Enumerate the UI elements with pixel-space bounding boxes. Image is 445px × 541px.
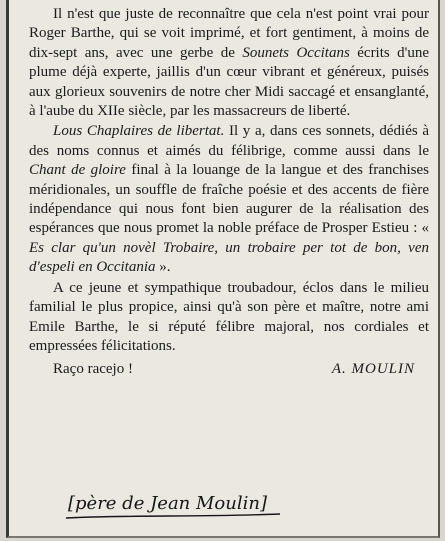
- handwritten-annotation: [64, 484, 282, 524]
- handwritten-underline: [66, 514, 280, 518]
- p2-text: Il y a, dans ces sonnets, dédiés à des noms connus et aimés du félibrige, comme aussi dans le: [29, 123, 429, 159]
- paragraph-2: [29, 122, 429, 277]
- paragraph-1: [29, 5, 429, 121]
- newspaper-clipping: [6, 0, 440, 538]
- author-signature: A. MOULIN: [331, 361, 415, 378]
- p1-text: Il n'est que juste de reconnaître que cela n'est point vrai pour Roger Barthe, qui se voit imprimé, et fort gentiment, à moins de dix-sept ans, avec une gerbe de: [29, 6, 429, 61]
- p2-title: Lous Chaplaires de libertat.: [53, 123, 225, 140]
- p2-quote: Es clar qu'un novèl Trobaire, un trobaire per tot de bon, ven d'espeli en Occitania: [29, 239, 429, 276]
- closing-line: [29, 360, 429, 379]
- p2-rest: final à la louange de la langue et des franchises méridionales, un souffle de fraîche poésie et des accents de fière indépendance qui nous font bien augurer de la réalisation des espérances que nous promet la noble préface de Prosper Estieu : «: [29, 162, 430, 237]
- p1-rest: écrits d'une plume déjà experte, jaillis d'un cœur vibrant et généreux, puisés aux glorieux souvenirs de notre cher Midi saccagé et ensanglanté, à l'aube du XIIe siècle, par les massacreurs de liberté.: [29, 44, 430, 120]
- closing-phrase: Raço racejo !: [53, 361, 133, 378]
- article-body: [29, 5, 429, 380]
- p2-end: ».: [159, 259, 171, 276]
- p1-title: Sounets Occitans: [242, 44, 350, 61]
- handwritten-note-text: [père de Jean Moulin]: [68, 493, 267, 514]
- paragraph-3: A ce jeune et sympathique troubadour, éclos dans le milieu familial le plus propice, ainsi qu'à son père et maître, notre ami Emile Barthe, le si réputé félibre majoral, nos cordiales et empressées félicitations.: [29, 279, 429, 354]
- p2-title-2: Chant de gloire: [29, 162, 126, 179]
